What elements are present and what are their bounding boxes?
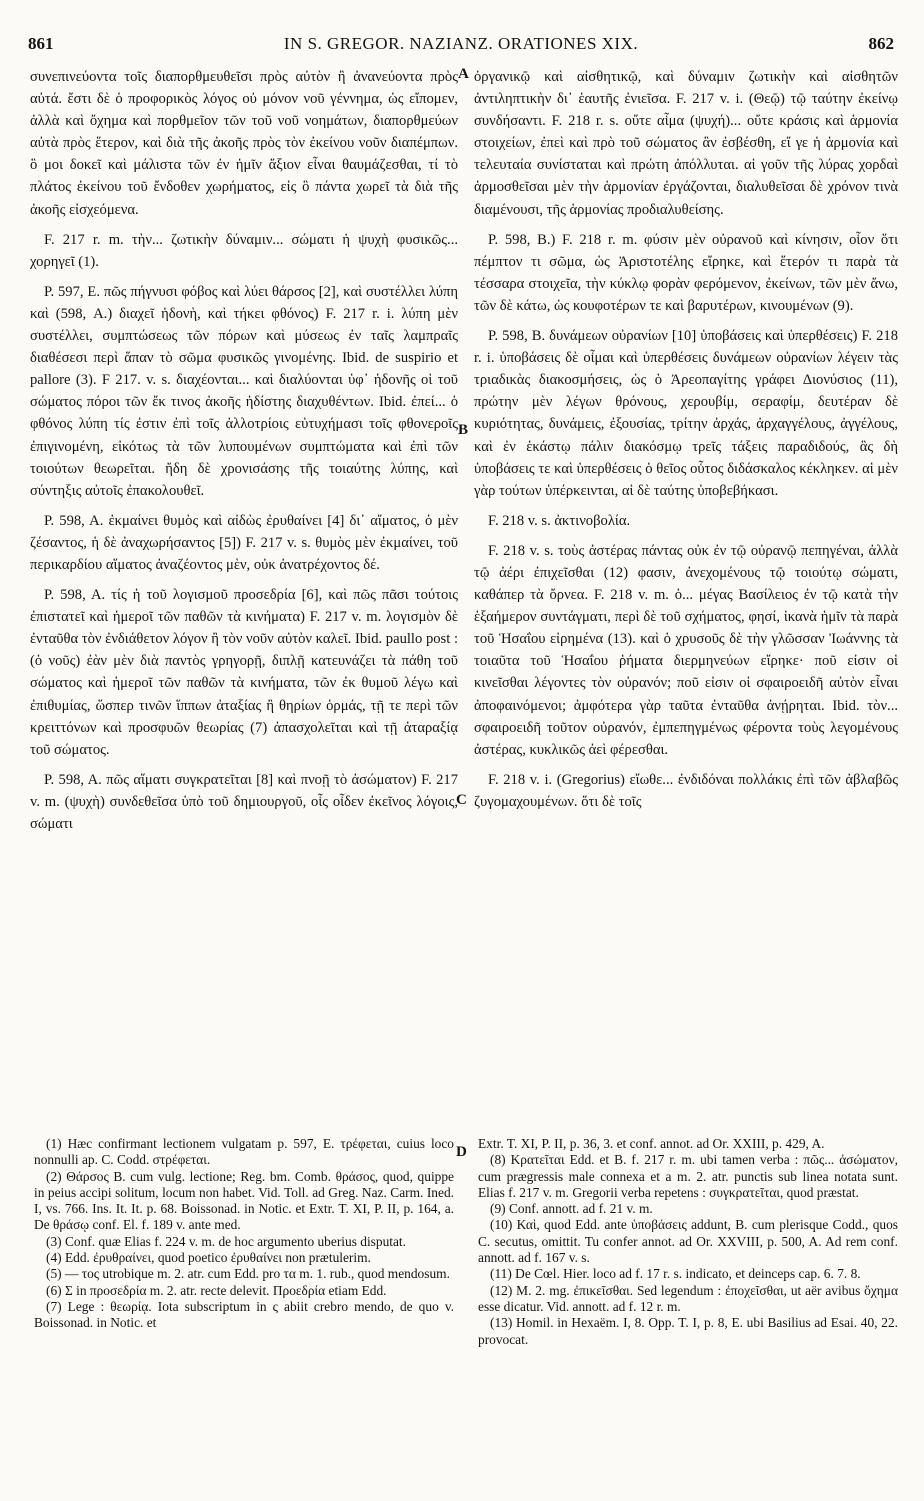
running-title: IN S. GREGOR. NAZIANZ. ORATIONES XIX.: [283, 34, 639, 53]
paragraph: P. 598, B.) F. 218 r. m. φύσιν μὲν οὐρανοῦ καὶ κίνησιν, οἷον ὅτι πέμπτον τι σῶμα, ὡς Ἀριστοτέλης εἴρηκε, καὶ ἕτερόν τι παρὰ τὰ τέσσαρα στοιχεῖα, τὴν κύκλῳ φορὰν φερόμενον, ἐκείνων, τῶν μὲν ἄνω, τῶν δὲ κάτω, ὡς κουφοτέρων τε καὶ βαρυτέρων, κινουμένων (9).: [474, 231, 898, 314]
footnote: (4) Edd. ἐρυθραίνει, quod poetico ἐρυθαίνει non prætulerim.: [46, 1250, 371, 1266]
footnotes-left: [34, 1136, 454, 1332]
footnote: (12) M. 2. mg. ἐπικεῖσθαι. Sed legendum : ἐποχεῖσθαι, ut aër avibus ὄχημα esse dicatur. Vid. annott. ad f. 12 r. m.: [478, 1282, 898, 1314]
paragraph: P. 598, A. ἐκμαίνει θυμὸς καὶ αἰδὼς ἐρυθαίνει [4] δι᾽ αἵματος, ὁ μὲν ζέσαντος, ἡ δὲ ἀναχωρήσαντος [5]) F. 217 v. s. θυμὸς μὲν ἐκμαίνει, τοῦ περικαρδίου αἵματος ἀναζέοντος μὲν, οὐκ ἀνατρέχοντος δέ.: [30, 512, 458, 573]
paragraph: συνεπινεύοντα τοῖς διαπορθμευθεῖσι πρὸς αὐτὸν ἢ ἀνανεύοντα πρὸς αὐτά. ἔστι δὲ ὁ προφορικὸς λόγος οὐ μόνον νοῦ γέννημα, ὡς εἴπομεν, ἀλλὰ καὶ ὄχημα καὶ πορθμεῖον τῶν τοῦ νοῦ νοημάτων, διαπορθμεύων αὐτὰ πρὸς ἕτερον, καὶ διὰ τῆς ἀκοῆς πρὸς τὸν ἐκείνου νοῦν διαπέμπων. ὃ μοι δοκεῖ καὶ μάλιστα τῶν ἐν ἡμῖν ἄξιον εἶναι θαυμάζεσθαι, τί τὸ πλάτος ἐκείνου τοῦ ἔνδοθεν χωρήματος, εἰς ὃ πάντα χωρεῖ τὰ διὰ τῆς ἀκοῆς εἰσχεόμενα.: [30, 69, 458, 218]
footnote: (3) Conf. quæ Elias f. 224 v. m. de hoc argumento uberius disputat.: [46, 1233, 407, 1249]
paragraph: F. 218 v. s. τοὺς ἀστέρας πάντας οὐκ ἐν τῷ οὐρανῷ πεπηγέναι, ἀλλὰ τῷ ἀέρι ἐπιχεῖσθαι (12) φασιν, ἀνεχομένους τῷ τοιούτῳ σώματι, καθάπερ τὰ ὄρνεα. F. 218 v. m. ὁ... μέγας Βασίλειος ἐν τῷ κατὰ τὴν ἑξαήμερον συντάγματι, περὶ δὲ τοῦ σχήματος, φησί, ἱκανὰ ἡμῖν τὰ παρὰ τοῦ Ἡσαΐου εἰρημένα (13). καὶ ὁ χρυσοῦς δὲ τὴν γλῶσσαν Ἰωάννης τὰ τοιαῦτα τοῦ Ἡσαΐου ῥήματα διερμηνεύων εἴρηκε· ποῦ εἰσιν οἱ κινεῖσθαι λέγοντες τὸν οὐρανόν; ποῦ εἰσιν οἱ σφαιροειδῆ αὐτὸν εἶναι ἀποφαινόμενοι; ἀμφότερα γὰρ ταῦτα ἐνταῦθα ἀνῄρηται. Ibid. τὸν... σφαιροειδῆ τοῦτον οὐρανόν, ἐμπεπηγμένως φέροντα τοὺς λεγομένους ἀστέρας, κυκλικῶς ἀεὶ φέρεσθαι.: [474, 542, 898, 758]
footnote: Extr. T. XI, P. II, p. 36, 3. et conf. annot. ad Or. XXIII, p. 429, A.: [478, 1136, 825, 1151]
page-header: [28, 34, 894, 60]
footnote: (8) Κρατεῖται Edd. et B. f. 217 r. m. ubi tamen verba : πῶς... ἀσώματον, cum prægressis male connexa et a m. 2. atr. punctis sub linea notata sunt. Elias f. 217 v. m. Gregorii verba repetens : συγκρατεῖται, quod præstat.: [478, 1152, 898, 1200]
footnote: (5) — τος utrobique m. 2. atr. cum Edd. pro τα m. 1. rub., quod mendosum.: [46, 1266, 450, 1282]
footnote: (11) De Cœl. Hier. loco ad f. 17 r. s. indicato, et deinceps cap. 6. 7. 8.: [490, 1266, 861, 1282]
footnote: (6) Σ in προσεδρία m. 2. atr. recte delevit. Προεδρία etiam Edd.: [46, 1282, 387, 1298]
paragraph: F. 217 r. m. τὴν... ζωτικὴν δύναμιν... σώματι ἡ ψυχὴ φυσικῶς... χορηγεῖ (1).: [30, 231, 458, 270]
right-text-column: [474, 66, 898, 813]
page-number-left: 861: [28, 34, 54, 53]
footnote: (1) Hæc confirmant lectionem vulgatam p. 597, E. τρέφεται, cuius loco nonnulli ap. C. Codd. στρέφεται.: [34, 1136, 454, 1168]
page-number-right: 862: [868, 34, 894, 53]
paragraph: P. 598, B. δυνάμεων οὐρανίων [10] ὑποβάσεις καὶ ὑπερθέσεις) F. 218 r. i. ὑποβάσεις δὲ οἶμαι καὶ ὑπερθέσεις δυνάμεων οὐρανίων λέγειν τὰς τριαδικὰς διακοσμήσεις, ὡς ὁ Ἀρεοπαγίτης γράφει Διονύσιος (11), πρώτην μὲν λέγων θρόνους, χερουβίμ, σεραφίμ, δευτέραν δὲ κυριότητας, δυνάμεις, ἐξουσίας, τρίτην ἀρχάς, ἀρχαγγέλους, ἀγγέλους, καὶ ἐν ἑκάστῳ πάλιν διακόσμῳ τρεῖς τάξεις παραδιδούς, ἃς δὴ ὑποβάσεις τε καὶ ὑπερθέσεις ὁ θεῖος οὗτος διδάσκαλος κέκληκεν. αἱ μὲν γὰρ τούτων ὑπέρκεινται, αἱ δὲ ταύτης ὑποβεβήκασι.: [474, 328, 898, 499]
paragraph: F. 218 v. s. ἀκτινοβολία.: [488, 512, 631, 529]
footnotes-right: [478, 1136, 898, 1348]
left-text-column: [30, 66, 458, 835]
margin-marker-d: D: [456, 1144, 467, 1160]
margin-marker-a: A: [458, 66, 469, 82]
paragraph: ὀργανικῷ καὶ αἰσθητικῷ, καὶ δύναμιν ζωτικὴν καὶ αἰσθητῶν ἀντιληπτικὴν δι᾽ ἑαυτῆς ἐνιεῖσα. F. 217 v. i. (Θεῷ) τῷ ταύτην ἐκείνῳ συνδήσαντι. F. 218 r. s. οὔτε αἷμα (ψυχή)... οὔτε κράσις καὶ ἁρμονία στοιχείων, ἐπεὶ καὶ πρὸ τοῦ σώματος ἂν ἐσβέσθη, εἴ γε ἡ ἁρμονία καὶ τελευταία συνίσταται καὶ πρώτη ἀπόλλυται. αἱ γοῦν τῆς λύρας χορδαὶ ἁρμοσθεῖσαι μὲν τὴν ἁρμονίαν ἐργάζονται, διαλυθεῖσαι δὲ χρόνον τινὰ διαμένουσι, τῆς ἁρμονίας προδιαλυθείσης.: [474, 69, 898, 218]
margin-marker-b: B: [458, 422, 469, 438]
margin-marker-c: C: [456, 792, 467, 808]
paragraph: F. 218 v. i. (Gregorius) εἴωθε... ἐνδιδόναι πολλάκις ἐπὶ τῶν ἀβλαβῶς ζυγομαχουμένων. ὅτι δὲ τοῖς: [474, 771, 898, 810]
footnote: (9) Conf. annott. ad f. 21 v. m.: [490, 1201, 653, 1217]
footnote: (2) Θάρσος B. cum vulg. lectione; Reg. bm. Comb. θράσος, quod, quippe in peius accipi solitum, locum non habet. Vid. Toll. ad Greg. Naz. Carm. Ined. I, vs. 766. Ins. It. It. p. 68. Boissonad. in Notic. et Extr. T. XI, P. II, p. 164, a. De θράσῳ conf. El. f. 189 v. ante med.: [34, 1168, 454, 1233]
paragraph: P. 598, A. πῶς αἵματι συγκρατεῖται [8] καὶ πνοῇ τὸ ἀσώματον) F. 217 v. m. (ψυχὴ) συνδεθεῖσα ὑπὸ τοῦ δημιουργοῦ, οἷς οἶδεν ἐκεῖνος λόγοις, σώματι: [30, 771, 458, 832]
paragraph: P. 597, E. πῶς πήγνυσι φόβος καὶ λύει θάρσος [2], καὶ συστέλλει λύπη καὶ (598, A.) διαχεῖ ἡδονὴ, καὶ τήκει φθόνος) F. 217 r. i. λύπη μὲν συστέλλει, συμπτώσεως τῶν πόρων καὶ μύσεως ἐν ταῖς λαμπραῖς διαθέσεσι περὶ ἅπαν τὸ σῶμα φυσικῶς γινομένης. Ibid. de suspirio et pallore (3). F 217. v. s. διαχέονται... καὶ διαλύονται ὑφ᾽ ἡδονῆς οἱ τοῦ σώματος πόροι τῶν ἔκ τινος ἀκοῆς ἡδίστης διαχυθέντων. Ibid. ἐπεί... ὁ φθόνος λύπη τίς ἐστιν ἐπὶ τοῖς ἀλλοτρίοις εὐτυχήμασι τοῖς φθονεροῖς ἐπιγινομένη, εἰκότως τὰ τῶν λυπουμένων συμπτώματα καὶ ἐπὶ τῶν τοιούτων θεωρεῖται. ἤδη δὲ χρονισάσης τῆς τοιαύτης λύπης, καὶ σύντηξις αὐτοῖς ἐπακολουθεῖ.: [30, 283, 458, 499]
footnote: (10) Καὶ, quod Edd. ante ὑποβάσεις addunt, B. cum plerisque Codd., quos C. secutus, omittit. Tu confer annot. ad Or. XXVIII, p. 500, A. Ad rem conf. annott. ad f. 167 v. s.: [478, 1217, 898, 1266]
paragraph: P. 598, A. τίς ἡ τοῦ λογισμοῦ προσεδρία [6], καὶ πῶς πᾶσι τούτοις ἐπιστατεῖ καὶ ἡμεροῖ τῶν παθῶν τὰ κινήματα) F. 217 v. m. λογισμὸν δὲ ἐνταῦθα τὸν ἐνδιάθετον λόγον ἢ τὸν νοῦν αὐτὸν καλεῖ. Ibid. paullo post : (ὁ νοῦς) ἐὰν μὲν διὰ παντὸς γρηγορῇ, διπλῇ κατευνάζει τὰ πάθη τοῦ σώματος καὶ ἡμεροῖ τῶν παθῶν τὰ κινήματα, τῶν ἐκ θυμοῦ λέγω καὶ ἐπιθυμίας, ὥσπερ τινῶν ἵππων ἀταξίας ἢ θηρίων ὁρμάς, τῇ τε περὶ τῶν κρειττόνων καὶ προσφυῶν θεωρίας (7) ἀπασχολεῖται καὶ τῇ ἀταραξίᾳ τοῦ σώματος.: [30, 587, 458, 758]
footnote: (13) Homil. in Hexaëm. I, 8. Opp. T. I, p. 8, E. ubi Basilius ad Esai. 40, 22. provocat.: [478, 1315, 898, 1347]
footnote: (7) Lege : θεωρίᾳ. Iota subscriptum in ς abiit crebro mendo, de quo v. Boissonad. in Notic. et: [34, 1298, 454, 1331]
